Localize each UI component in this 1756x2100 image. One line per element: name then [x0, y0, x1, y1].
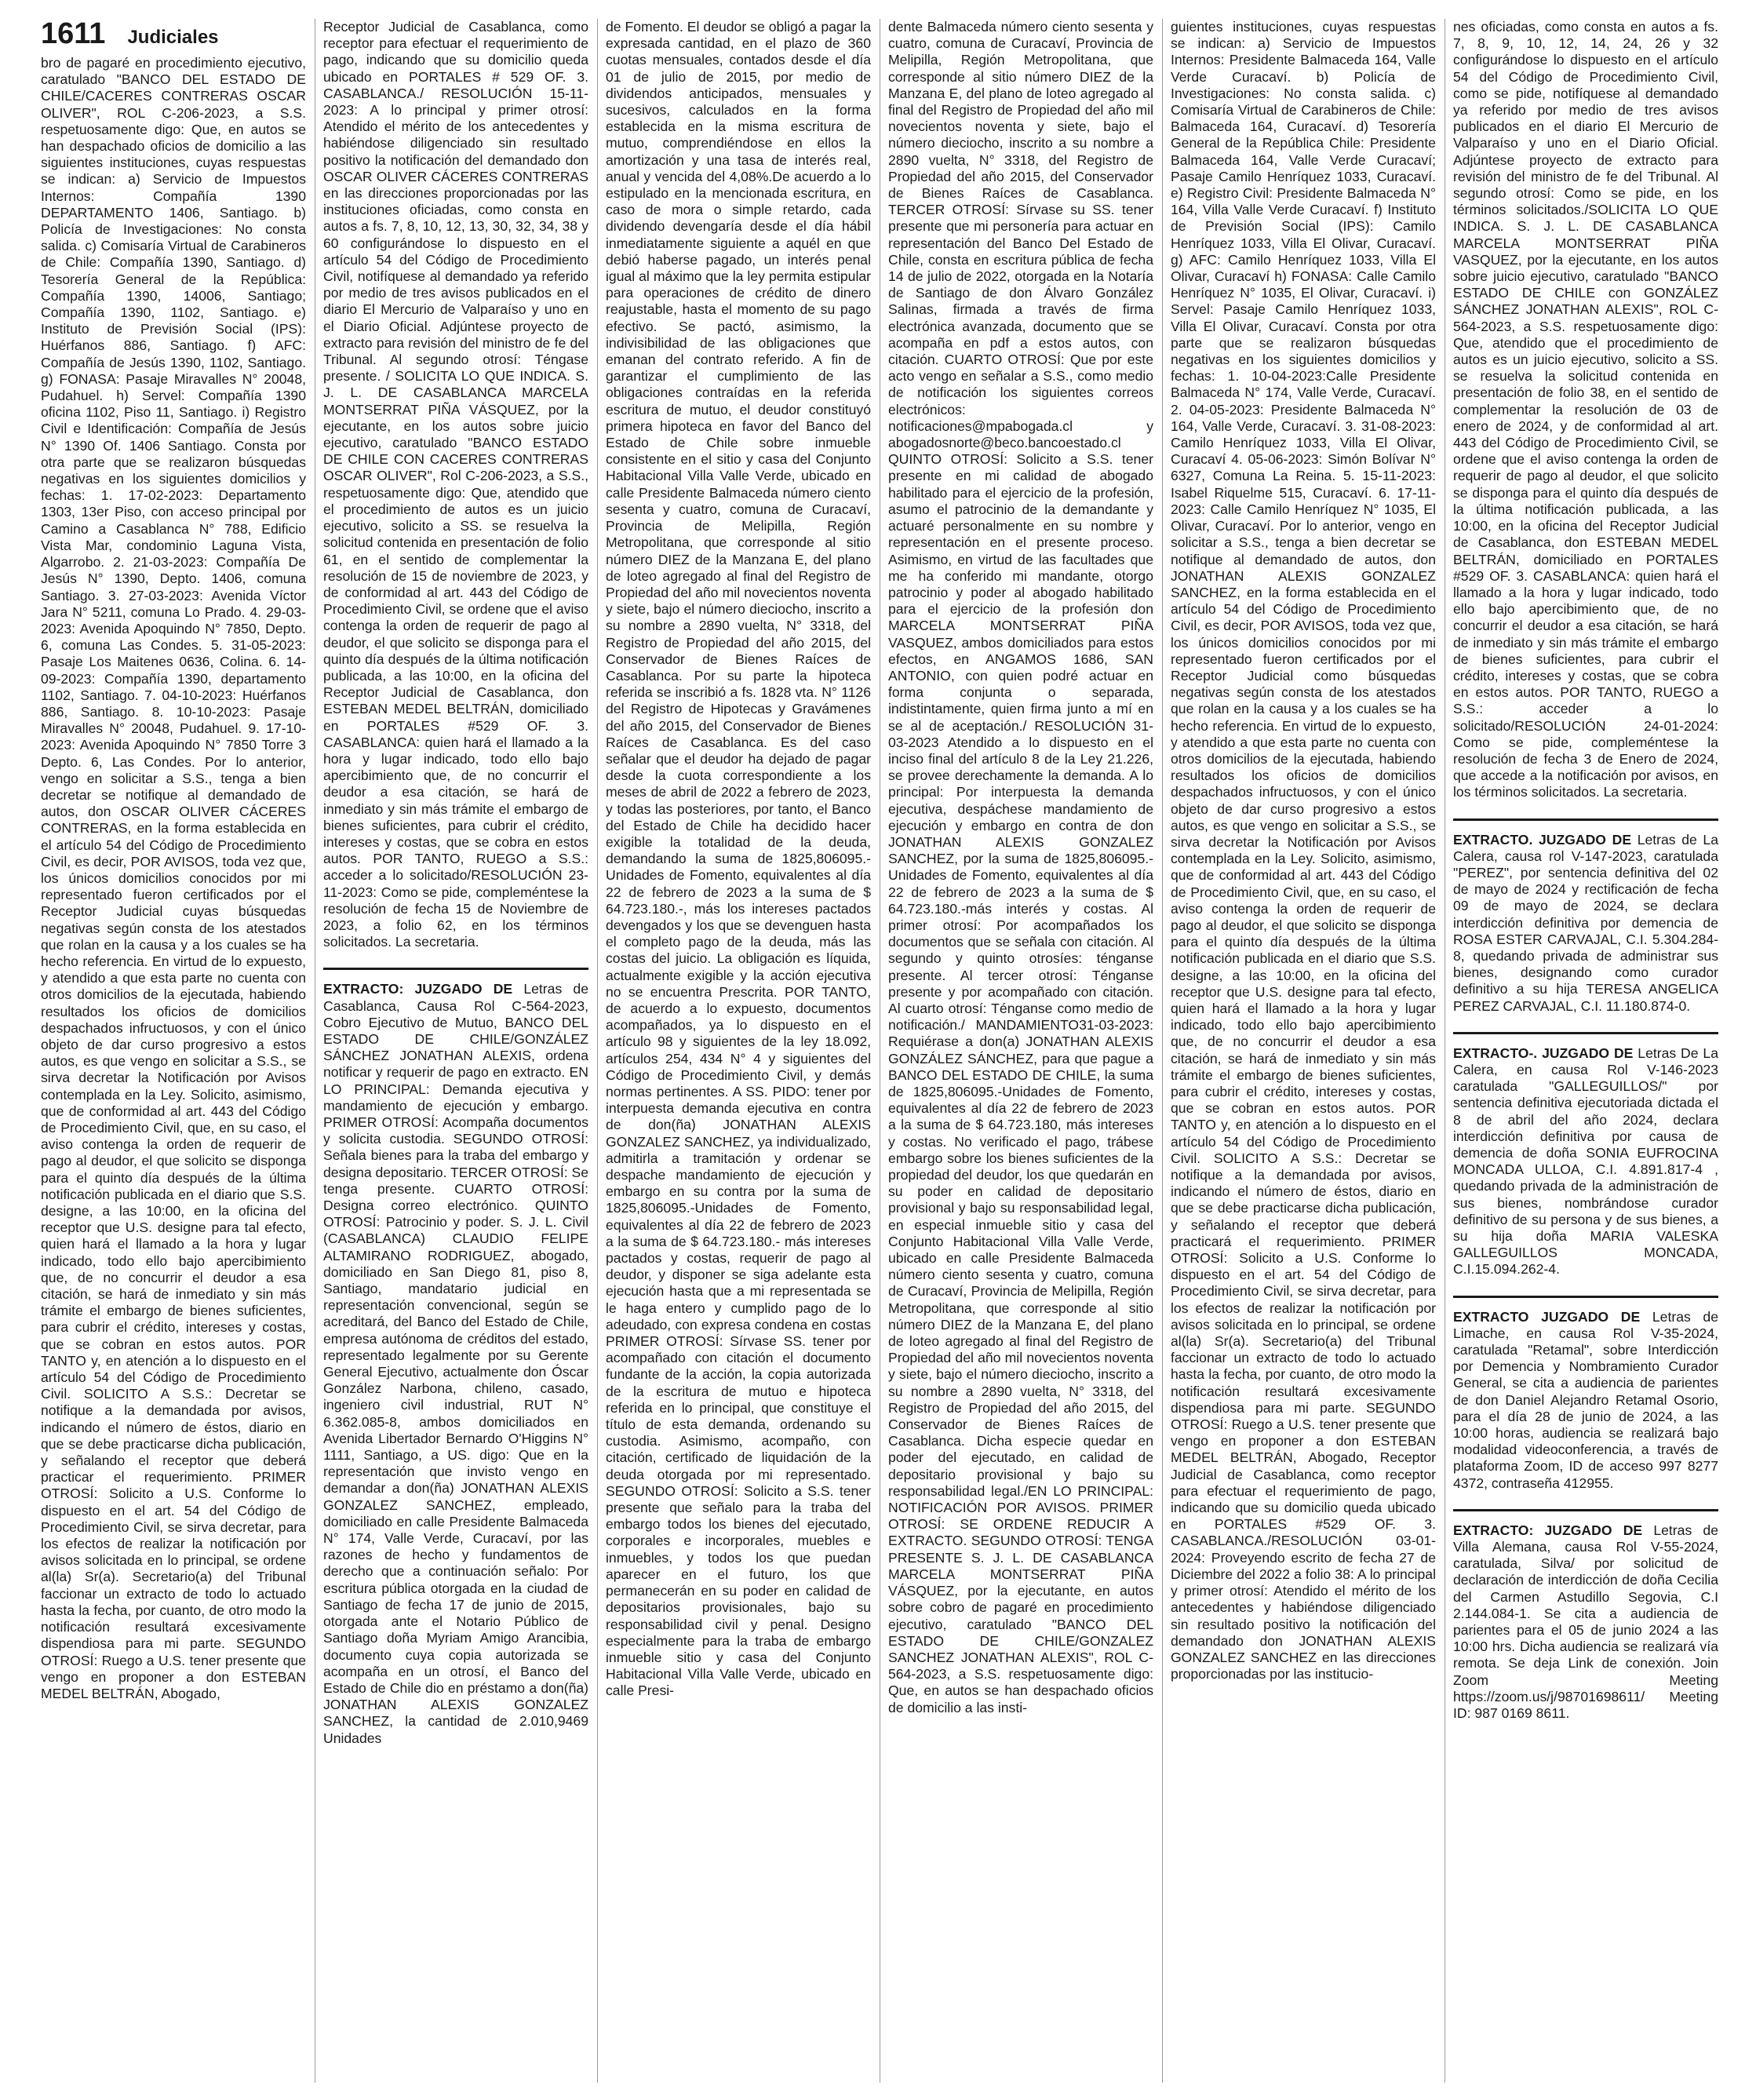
extract-label: EXTRACTO: JUZGADO DE: [323, 981, 513, 997]
section-title: Judiciales: [127, 27, 219, 48]
extract-text: Letras de La Calera, causa rol V-147-2023, caratulada "PEREZ", por sentencia definitiva del 02 de mayo de 2024 y rectificación de fecha 09 de mayo de 2024, se declara interdicción definitiva por demencia de ROSA ESTER CARVAJAL, C.I. 5.304.284-8, quedando privada de administrar sus bienes, designando como curador definitivo a su hija TERESA ANGELICA PEREZ CARVAJAL, C.I. 11.180.874-0.: [1453, 831, 1718, 1014]
column-1: [41, 55, 306, 2083]
paragraph: bro de pagaré en procedimiento ejecutivo, caratulado "BANCO DEL ESTADO DE CHILE/CACERES CONTRERAS OSCAR OLIVER", ROL C-206-2023, a S.S. respetuosamente digo: Que, en autos se han despachado oficios de domicilio a las siguientes instituciones, cuyas respuestas se indican: a) Servicio de Impuestos Internos: Compañía 1390 DEPARTAMENTO 1406, Santiago. b) Policía de Investigaciones: No consta salida. c) Comisaría Virtual de Carabineros de Chile: Compañía 1390, Santiago. d) Tesorería General de la República: Compañía 1390, 14006, Santiago; Compañía 1390, 1102, Santiago. e) Instituto de Previsión Social (IPS): Huérfanos 886, Santiago. f) AFC: Compañía de Jesús 1390, 1102, Santiago. g) FONASA: Pasaje Miravalles N° 20048, Pudahuel. h) Servel: Compañía 1390 oficina 1102, Piso 11, Santiago. i) Registro Civil e Identificación: Compañía de Jesús N° 1390 Of. 1406 Santiago. Consta por otra parte que se realizaron búsquedas negativas en los siguientes domicilios y fechas: 1. 17-02-2023: Departamento 1303, 13er Piso, con acceso principal por Camino a Casablanca N° 788, Edificio Vista Mar, condominio Laguna Vista, Algarrobo. 2. 21-03-2023: Compañía De Jesús N° 1390, Depto. 1406, comuna Santiago. 3. 27-03-2023: Avenida Víctor Jara N° 5211, comuna Lo Prado. 4. 29-03-2023: Avenida Apoquindo N° 7850, Depto. 6, comuna Las Condes. 5. 31-05-2023: Pasaje Los Maitenes 0636, Colina. 6. 14-09-2023: Compañía 1390, departamento 1102, Santiago. 7. 04-10-2023: Huérfanos 886, Santiago. 8. 10-10-2023: Pasaje Miravalles N° 20048, Pudahuel. 9. 17-10-2023: Avenida Apoquindo N° 7850 Torre 3 Depto. 6, Las Condes. Por lo anterior, vengo en solicitar a S.S., tenga a bien decretar se notifique al demandado de autos, don OSCAR OLIVER CÁCERES CONTRERAS, en la forma establecida en el artículo 54 del Código de Procedimiento Civil, es decir, POR AVISOS, toda vez que, los únicos domicilios conocidos por mi representado fueron certificados por el Receptor Judicial cuyas búsquedas negativas según consta de los atestados que rolan en la causa y a los cuales se ha hecho referencia. En virtud de lo expuesto, y atendido a que esta parte no cuenta con otros domicilios de la ejecutada, habiendo resultados los oficios de domicilios despachados infructuosos, y con el único objeto de dar curso progresivo a estos autos, es que vengo en solicitar a S.S., se sirva decretar la Notificación por Avisos contemplada en la Ley. Solicito, asimismo, que de conformidad al art. 443 del Código de Procedimiento Civil, que, en su caso, el aviso contenga la orden de requerir de pago al deudor, el que solicito se disponga para el quinto día después de la última notificación publicada en el diario que S.S. designe, a las 10:00, en la oficina del receptor que U.S. designe para tal efecto, quien hará el llamado a la hora y lugar indicado, todo ello bajo apercibimiento que, de no concurrir el deudor a esa citación, se hará de inmediato y sin más trámite el embargo de bienes suficientes, para cubrir el crédito, intereses y costas, que se cobran en estos autos. POR TANTO y, en atención a lo dispuesto en el artículo 54 del Código de Procedimiento Civil. SOLICITO A S.S.: Decretar se notifique a la demandada por avisos, indicando el número de éstos, diario en que se debe practicarse dicha publicación, y señalando el receptor que deberá practicar el requerimiento. PRIMER OTROSÍ: Solicito a U.S. Conforme lo dispuesto en el art. 54 del Código de Procedimiento Civil, se sirva decretar, para los efectos de realizar la notificación por avisos solicitada en lo principal, se ordene al(la) Sr(a). Secretario(a) del Tribunal faccionar un extracto de todo lo actuado hasta la fecha, por cuanto, de otro modo la notificación resultará excesivamente dispendiosa para mi parte. SEGUNDO OTROSÍ: Ruego a U.S. tener presente que vengo en proponer a don ESTEBAN MEDEL BELTRÁN, Abogado,: [41, 55, 306, 1701]
extract-notice: [1453, 1032, 1718, 1278]
column-4: [888, 19, 1153, 2083]
column-divider: [597, 19, 598, 2083]
extract-notice: [1453, 1296, 1718, 1492]
paragraph: dente Balmaceda número ciento sesenta y cuatro, comuna de Curacaví, Provincia de Melipilla, Región Metropolitana, que corresponde al sitio número DIEZ de la Manzana E, del plano de loteo agregado al final del Registro de Propiedad del año mil novecientos noventa y siete, bajo el número dieciocho, inscrito a su nombre a 2890 vuelta, N° 3318, del Registro de Propiedad del año 2015, del Conservador de Bienes Raíces de Casablanca. TERCER OTROSÍ: Sírvase su SS. tener presente que mi personería para actuar en representación del Banco Del Estado de Chile, consta en escritura pública de fecha 14 de julio de 2022, otorgada en la Notaría de Santiago de don Álvaro González Salinas, firmada a través de firma electrónica avanzada, documento que se acompaña en pdf a estos autos, con citación. CUARTO OTROSÍ: Que por este acto vengo en señalar a S.S., como medio de notificación los siguientes correos electrónicos: notificaciones@mpabogada.cl y abogadosnorte@beco.bancoestado.cl QUINTO OTROSÍ: Solicito a S.S. tener presente en mi calidad de abogado habilitado para el ejercicio de la profesión, asumo el patrocinio de la demandante y actuaré personalmente en su nombre y representación en el presente proceso. Asimismo, en virtud de las facultades que me ha conferido mi mandante, otorgo patrocinio y poder al abogado habilitado para el ejercicio de la profesión don MARCELA MONTSERRAT PIÑA VASQUEZ, ambos domiciliados para estos efectos, en ANGAMOS 1686, SAN ANTONIO, con quien podré actuar en forma conjunta o separada, indistintamente, quien firma junto a mí en se al de aceptación./ RESOLUCIÓN 31-03-2023 Atendido a lo dispuesto en el inciso final del artículo 8 de la Ley 21.226, se provee derechamente la demanda. A lo principal: Por interpuesta la demanda ejecutiva, despáchese mandamiento de ejecución y embargo en contra de don JONATHAN ALEXIS GONZALEZ SANCHEZ, por la suma de 1825,806095.-Unidades de Fomento, equivalentes al día 22 de febrero de 2023 a la suma de $ 64.723.180.-más interés y costas. Al primer otrosí: Por acompañados los documentos que se señala con citación. Al segundo y quinto otrosíes: ténganse presente. Al tercer otrosí: Ténganse presente y por acompañado con citación. Al cuarto otrosí: Ténganse como medio de notificación./ MANDAMIENTO31-03-2023: Requiérase a don(a) JONATHAN ALEXIS GONZÁLEZ SÁNCHEZ, para que pague a BANCO DEL ESTADO DE CHILE, la suma de 1825,806095.-Unidades de Fomento, equivalentes al día 22 de febrero de 2023 a la suma de $ 64.723.180, más intereses y costas. No verificado el pago, trábese embargo sobre los bienes suficientes de la propiedad del deudor, los que quedarán en su poder en calidad de depositario provisional y bajo su responsabilidad legal, en especial inmueble sitio y casa del Conjunto Habitacional Villa Valle Verde, ubicado en calle Presidente Balmaceda número ciento sesenta y cuatro, comuna de Curacaví, Provincia de Melipilla, Región Metropolitana, que corresponde al sitio número DIEZ de la Manzana E, del plano de loteo agregado al final del Registro de Propiedad del año mil novecientos noventa y siete, bajo el número dieciocho, inscrito a su nombre a 2890 vuelta, N° 3318, del Registro de Propiedad del año 2015, del Conservador de Bienes Raíces de Casablanca. Dicha especie quedar en poder del ejecutado, en calidad de depositario provisional y bajo su responsabilidad legal./EN LO PRINCIPAL: NOTIFICACIÓN POR AVISOS. PRIMER OTROSÍ: SE ORDENE REDUCIR A EXTRACTO. SEGUNDO OTROSÍ: TENGA PRESENTE S. J. L. DE CASABLANCA MARCELA MONTSERRAT PIÑA VÁSQUEZ, por la ejecutante, en autos sobre cobro de pagaré en procedimiento ejecutivo, caratulado "BANCO DEL ESTADO DE CHILE/GONZALEZ SANCHEZ JONATHAN ALEXIS", ROL C-564-2023, a S.S. respetuosamente digo: Que, en autos se han despachado oficios de domicilio a las insti-: [888, 19, 1153, 1715]
column-5: [1171, 19, 1436, 2083]
column-3: [606, 19, 871, 2083]
extract-label: EXTRACTO: JUZGADO DE: [1453, 1522, 1643, 1538]
paragraph: de Fomento. El deudor se obligó a pagar la expresada cantidad, en el plazo de 360 cuotas mensuales, contados desde el día 01 de julio de 2015, por medio de dividendos anticipados, mensuales y sucesivos, calculados en la forma establecida en la misma escritura de mutuo, comprendiéndose en ellos la amortización y una tasa de interés real, anual y vencida del 4,08%.De acuerdo a lo estipulado en la mencionada escritura, en caso de mora o simple retardo, cada dividendo devengaría desde el día hábil inmediatamente siguiente a aquél en que debió haberse pagado, un interés penal igual al máximo que la ley permita estipular para operaciones de crédito de dinero reajustable, hasta el momento de su pago efectivo. Se pactó, asimismo, la indivisibilidad de las obligaciones que emanan del contrato referido. A fin de garantizar el cumplimiento de las obligaciones contraídas en la referida escritura de mutuo, el deudor constituyó primera hipoteca en favor del Banco del Estado de Chile sobre inmueble consistente en el sitio y casa del Conjunto Habitacional Villa Valle Verde, ubicado en calle Presidente Balmaceda número ciento sesenta y cuatro, comuna de Curacaví, Provincia de Melipilla, Región Metropolitana, que corresponde al sitio número DIEZ de la Manzana E, del plano de loteo agregado al final del Registro de Propiedad del año mil novecientos noventa y siete, bajo el número dieciocho, inscrito a su nombre a 2890 vuelta, N° 3318, del Registro de Propiedad del año 2015, del Conservador de Bienes Raíces de Casablanca. Por su parte la hipoteca referida se inscribió a fs. 1828 vta. N° 1126 del Registro de Hipotecas y Gravámenes del año 2015, del Conservador de Bienes Raíces de Casablanca. Es del caso señalar que el deudor ha dejado de pagar desde la cuota correspondiente a los meses de abril de 2022 a febrero de 2023, y todas las posteriores, por tanto, el Banco del Estado de Chile ha decidido hacer exigible la totalidad de la deuda, demandando la suma de 1825,806095.-Unidades de Fomento, equivalentes al día 22 de febrero de 2023 a la suma de $ 64.723.180.-, más los intereses pactados devengados y los que se devenguen hasta el completo pago de la deuda, más las costas del juicio. La obligación es líquida, actualmente exigible y la acción ejecutiva no se encuentra Prescrita. POR TANTO, de acuerdo a lo expuesto, documentos acompañados, ya lo dispuesto en el artículo 98 y siguientes de la ley 18.092, artículos 254, 434 N° 4 y siguientes del Código de Procedimiento Civil, y demás normas pertinentes. A SS. PIDO: tener por interpuesta demanda ejecutiva en contra de don(ña) JONATHAN ALEXIS GONZALEZ SANCHEZ, ya individualizado, admitirla a tramitación y ordenar se despache mandamiento de ejecución y embargo en su contra por la suma de 1825,806095.-Unidades de Fomento, equivalentes al día 22 de febrero de 2023 a la suma de $ 64.723.180.- más intereses pactados y costas, requerir de pago al deudor, y disponer se siga adelante esta ejecución hasta que a mi representada se le haga entero y cumplido pago de lo adeudado, con expresa condena en costas PRIMER OTROSÍ: Sírvase SS. tener por acompañado con citación el documento fundante de la acción, la copia autorizada de la escritura de mutuo e hipoteca referida en lo principal, que constituye el título de esta demanda, ordenando su custodia. Asimismo, acompaño, con citación, certificado de liquidación de la deuda otorgada por mi representado. SEGUNDO OTROSÍ: Solicito a S.S. tener presente que señalo para la traba del embargo todos los bienes del ejecutado, corporales e incorporales, muebles e inmuebles, y todos los que puedan aparecer en el futuro, los que permanecerán en su poder en calidad de depositarios provisionales, bajo su responsabilidad civil y penal. Designo especialmente para la traba de embargo inmueble sitio y casa del Conjunto Habitacional Villa Valle Verde, ubicado en calle Presi-: [606, 19, 871, 1699]
extract-label: EXTRACTO. JUZGADO DE: [1453, 831, 1632, 848]
paragraph: nes oficiadas, como consta en autos a fs. 7, 8, 9, 10, 12, 14, 24, 26 y 32 configurándose lo dispuesto en el artículo 54 del Código de Procedimiento Civil, como se pide, notifíquese al demandado ya referido por medio de tres avisos publicados en el diario El Mercurio de Valparaíso y uno en el Diario Oficial. Adjúntese proyecto de extracto para revisión del ministro de fe del Tribunal. Al segundo otrosí: Como se pide, en los términos solicitados./SOLICITA LO QUE INDICA. S. J. L. DE CASABLANCA MARCELA MONTSERRAT PIÑA VASQUEZ, por la ejecutante, en los autos sobre juicio ejecutivo, caratulado "BANCO ESTADO DE CHILE con GONZÁLEZ SÁNCHEZ JONATHAN ALEXIS", ROL C-564-2023, a S.S. respetuosamente digo: Que, atendido que el procedimiento de autos es un juicio ejecutivo, solicito a SS. se resuelva la solicitud contenida en presentación de folio 38, en el sentido de complementar la resolución de 03 de enero de 2024, y de conformidad al art. 443 del Código de Procedimiento Civil, se ordene que el aviso contenga la orden de requerir de pago al deudor, el que solicito se disponga para el quinto día después de la última notificación publicada, a las 10:00, en la oficina del Receptor Judicial de Casablanca, don ESTEBAN MEDEL BELTRÁN, domiciliado en PORTALES #529 OF. 3. CASABLANCA: quien hará el llamado a la hora y lugar indicado, todo ello bajo apercibimiento que, de no concurrir el deudor a esa citación, se hará de inmediato y sin más trámite el embargo de bienes suficientes, para cubrir el crédito, intereses y costas, que se cobra en estos autos. POR TANTO, RUEGO a S.S.: acceder a lo solicitado/RESOLUCIÓN 24-01-2024: Como se pide, compleméntese la resolución de fecha 3 de Enero de 2024, que accede a la notificación por avisos, en los términos solicitados. La secretaria.: [1453, 19, 1718, 800]
extract-label: EXTRACTO JUZGADO DE: [1453, 1308, 1641, 1325]
extract-label: EXTRACTO-. JUZGADO DE: [1453, 1045, 1634, 1061]
extract-text: Letras De La Calera, en causa Rol V-146-2023 caratulada "GALLEGUILLOS/" por sentencia definitiva ejecutoriada dictada el 8 de abril del año 2024, declara interdicción definitiva por causa de demencia de doña SONIA EUFROCINA MONCADA ULLOA, C.I. 4.891.817-4 , quedando privada de la administración de sus bienes, nombrándose curador definitivo de su persona y de sus bienes, a su hija doña MARIA VALESKA GALLEGUILLOS MONCADA, C.I.15.094.262-4.: [1453, 1045, 1718, 1278]
article-columns: [41, 19, 1720, 2083]
extract-notice: [323, 968, 588, 1746]
paragraph: guientes instituciones, cuyas respuestas se indican: a) Servicio de Impuestos Internos: Presidente Balmaceda 164, Valle Verde Curacaví. b) Policía de Investigaciones: No consta salida. c) Comisaría Virtual de Carabineros de Chile: Balmaceda 164, Curacaví. d) Tesorería General de la República Chile: Presidente Balmaceda 164, Valle Verde Curacaví; Pasaje Camilo Henríquez 1033, Curacaví. e) Registro Civil: Presidente Balmaceda N° 164, Villa Valle Verde Curacaví. f) Instituto de Previsión Social (IPS): Camilo Henríquez 1033, Villa El Olivar, Curacaví. g) AFC: Camilo Henríquez 1033, Villa El Olivar, Curacaví h) FONASA: Calle Camilo Henríquez N° 1035, El Olivar, Curacaví. i) Servel: Pasaje Camilo Henríquez 1033, Villa El Olivar, Curacaví. Consta por otra parte que se realizaron búsquedas negativas en los siguientes domicilios y fechas: 1. 10-04-2023:Calle Presidente Balmaceda N° 174, Valle Verde, Curacaví. 2. 04-05-2023: Presidente Balmaceda N° 164, Valle Verde, Curacaví. 3. 31-08-2023: Camilo Henríquez 1033, Villa El Olivar, Curacaví 4. 05-06-2023: Simón Bolívar N° 6327, Comuna La Reina. 5. 15-11-2023: Isabel Riquelme 515, Curacaví. 6. 17-11-2023: Calle Camilo Henríquez N° 1035, El Olivar, Curacaví. Por lo anterior, vengo en solicitar a S.S., tenga a bien decretar se notifique al demandado de autos, don JONATHAN ALEXIS GONZALEZ SANCHEZ, en la forma establecida en el artículo 54 del Código de Procedimiento Civil, es decir, POR AVISOS, toda vez que, los únicos domicilios conocidos por mi representado fueron certificados por el Receptor Judicial como búsquedas negativas según consta de los atestados que rolan en la causa y a los cuales se ha hecho referencia. En virtud de lo expuesto, y atendido a que esta parte no cuenta con otros domicilios de la ejecutada, habiendo resultados los oficios de domicilios despachados infructuosos, y con el único objeto de dar curso progresivo a estos autos, es que vengo en solicitar a S.S., se sirva decretar la Notificación por Avisos contemplada en la Ley. Solicito, asimismo, que de conformidad al art. 443 del Código de Procedimiento Civil, que, en su caso, el aviso contenga la orden de requerir de pago al deudor, el que solicito se disponga para el quinto día después de la última notificación publicada en el diario que S.S. designe, a las 10:00, en la oficina del receptor que U.S. designe para tal efecto, quien hará el llamado a la hora y lugar indicado, todo ello bajo apercibimiento que, de no concurrir el deudor a esa citación, se hará de inmediato y sin más trámite el embargo de bienes suficientes, para cubrir el crédito, intereses y costas, que se cobran en estos autos. POR TANTO y, en atención a lo dispuesto en el artículo 54 del Código de Procedimiento Civil. SOLICITO A S.S.: Decretar se notifique a la demandada por avisos, indicando el número de éstos, diario en que se debe practicarse dicha publicación, y señalando el receptor que deberá practicará el requerimiento. PRIMER OTROSÍ: Solicito a U.S. Conforme lo dispuesto en el art. 54 del Código de Procedimiento Civil, se sirva decretar, para los efectos de realizar la notificación por avisos solicitada en lo principal, se ordene al(la) Sr(a). Secretario(a) del Tribunal faccionar un extracto de todo lo actuado hasta la fecha, por cuanto, de otro modo la notificación resultará excesivamente dispendiosa para mi parte. SEGUNDO OTROSÍ: Ruego a U.S. tener presente que vengo en proponer a don ESTEBAN MEDEL BELTRÁN, Abogado, Receptor Judicial de Casablanca, como receptor para efectuar el requerimiento de pago, indicando que su domicilio queda ubicado en PORTALES #529 OF. 3. CASABLANCA./RESOLUCIÓN 03-01-2024: Proveyendo escrito de fecha 27 de Diciembre del 2022 a folio 38: A lo principal y primer otrosí: Atendido el mérito de los antecedentes y habiéndose diligenciado sin resultado positivo la notificación del demandado don JONATHAN ALEXIS GONZALEZ SANCHEZ en las direcciones proporcionadas por las institucio-: [1171, 19, 1436, 1683]
extract-notice: [1453, 818, 1718, 1015]
column-2: [323, 19, 588, 2083]
extract-notice: [1453, 1509, 1718, 1722]
extract-text: Letras de Casablanca, Causa Rol C-564-2023, Cobro Ejecutivo de Mutuo, BANCO DEL ESTADO DE CHILE/GONZÁLEZ SÁNCHEZ JONATHAN ALEXIS, ordena notificar y requerir de pago en extracto. EN LO PRINCIPAL: Demanda ejecutiva y mandamiento de ejecución y embargo. PRIMER OTROSÍ: Acompaña documentos y solicita custodia. SEGUNDO OTROSÍ: Señala bienes para la traba del embargo y designa depositario. TERCER OTROSÍ: Se tenga presente. CUARTO OTROSÍ: Designa correo electrónico. QUINTO OTROSÍ: Patrocinio y poder. S. J. L. Civil (CASABLANCA) CLAUDIO FELIPE ALTAMIRANO RODRIGUEZ, abogado, domiciliado en San Diego 81, piso 8, Santiago, mandatario judicial en representación convencional, según se acreditará, del Banco del Estado de Chile, empresa autónoma de créditos del estado, representado legalmente por su Gerente General Ejecutivo, actualmente don Óscar González Narbona, chileno, casado, ingeniero civil industrial, RUT N° 6.362.085-8, ambos domiciliados en Avenida Libertador Bernardo O'Higgins N° 1111, Santiago, a US. digo: Que en la representación que invisto vengo en demandar a don(ña) JONATHAN ALEXIS GONZALEZ SANCHEZ, empleado, domiciliado en calle Presidente Balmaceda N° 174, Valle Verde, Curacaví, por las razones de hecho y fundamentos de derecho que a continuación señalo: Por escritura pública otorgada en la ciudad de Santiago de fecha 17 de junio de 2015, otorgada ante el Notario Público de Santiago doña Myriam Amigo Arancibia, documento cuya copia autorizada se acompaña en un otrosí, el Banco del Estado de Chile dio en préstamo a don(ña) JONATHAN ALEXIS GONZALEZ SANCHEZ, la cantidad de 2.010,9469 Unidades: [323, 981, 588, 1746]
column-6: [1453, 19, 1718, 2083]
paragraph: Receptor Judicial de Casablanca, como receptor para efectuar el requerimiento de pago, indicando que su domicilio queda ubicado en PORTALES # 529 OF. 3. CASABLANCA./ RESOLUCIÓN 15-11-2023: A lo principal y primer otrosí: Atendido el mérito de los antecedentes y habiéndose diligenciado sin resultado positivo la notificación del demandado don OSCAR OLIVER CÁCERES CONTRERAS en las direcciones proporcionadas por las instituciones oficiadas, como consta en autos a fs. 7, 8, 10, 12, 13, 30, 32, 34, 38 y 60 configurándose lo dispuesto en el artículo 54 del Código de Procedimiento Civil, notifíquese al demandado ya referido por medio de tres avisos publicados en el diario El Mercurio de Valparaíso y uno en el Diario Oficial. Adjúntese proyecto de extracto para revisión del ministro de fe del Tribunal. Al segundo otrosí: Téngase presente. / SOLICITA LO QUE INDICA. S. J. L. DE CASABLANCA MARCELA MONTSERRAT PIÑA VÁSQUEZ, por la ejecutante, en los autos sobre juicio ejecutivo, caratulado "BANCO ESTADO DE CHILE CON CACERES CONTRERAS OSCAR OLIVER", Rol C-206-2023, a S.S., respetuosamente digo: Que, atendido que el procedimiento de autos es un juicio ejecutivo, solicito a SS. se resuelva la solicitud contenida en presentación de folio 61, en el sentido de complementar la resolución de 15 de noviembre de 2023, y de conformidad al art. 443 del Código de Procedimiento Civil, se ordene que el aviso contenga la orden de requerir de pago al deudor, el que solicito se disponga para el quinto día después de la última notificación publicada, a las 10:00, en la oficina del Receptor Judicial de Casablanca, don ESTEBAN MEDEL BELTRÁN, domiciliado en PORTALES #529 OF. 3. CASABLANCA: quien hará el llamado a la hora y lugar indicado, todo ello bajo apercibimiento que, de no concurrir el deudor a esa citación, se hará de inmediato y sin más trámite el embargo de bienes suficientes, para cubrir el crédito, intereses y costas, que se cobra en estos autos. POR TANTO, RUEGO a S.S.: acceder a lo solicitado/RESOLUCIÓN 23-11-2023: Como se pide, compleméntese la resolución de fecha 15 de Noviembre de 2023, a folio 62, en los términos solicitados. La secretaria.: [323, 19, 588, 950]
extract-text: Letras de Limache, en causa Rol V-35-2024, caratulada "Retamal", sobre Interdicción por Demencia y Nombramiento Curador General, se cita a audiencia de parientes de don Daniel Alejandro Retamal Osorio, para el día 28 de junio de 2024, a las 10:00 horas, audiencia se realizará bajo modalidad videoconferencia, a través de plataforma Zoom, ID de acceso 997 8277 4372, contraseña 412955.: [1453, 1308, 1718, 1491]
column-divider: [1162, 19, 1163, 2083]
extract-text: Letras de Villa Alemana, causa Rol V-55-2024, caratulada, Silva/ por solicitud de declaración de interdicción de doña Cecilia del Carmen Astudillo Segovia, C.I 2.144.084-1. Se cita a audiencia de parientes para el 05 de junio 2024 a las 10:00 hrs. Dicha audiencia se realizará vía remota. Se deja Link de conexión. Join Zoom Meeting https://zoom.us/j/98701698611/ Meeting ID: 987 0169 8611.: [1453, 1522, 1718, 1722]
page-number: 1611: [41, 17, 106, 50]
